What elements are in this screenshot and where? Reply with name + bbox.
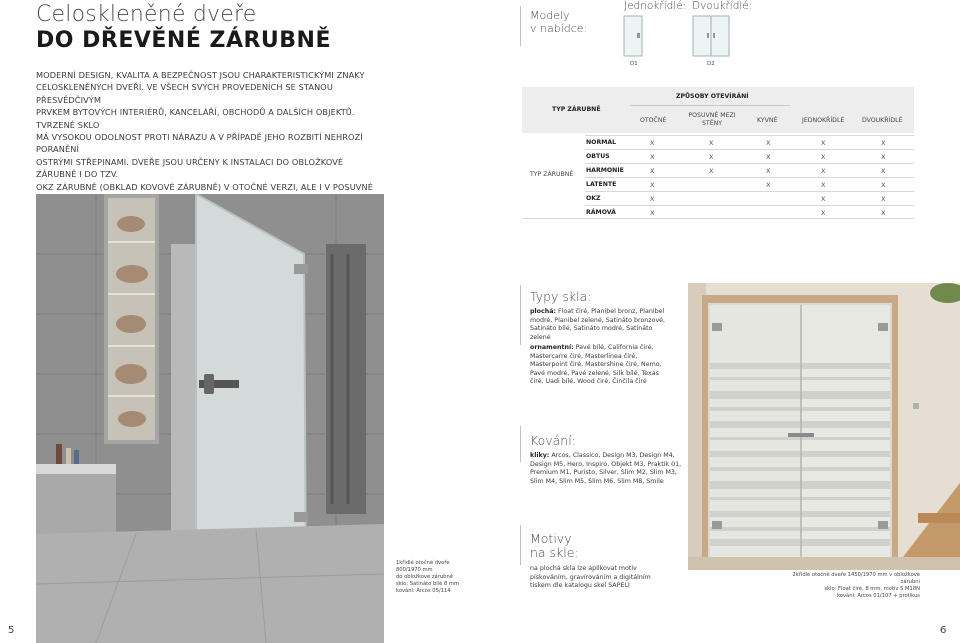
intro-line: PRVKEM BYTOVÝCH INTERIÉRŮ, KANCELÁŘÍ, OBCHODŮ A DALŠÍCH OBJEKTŮ. TVRZENÉ SKLO: [36, 107, 355, 130]
caption-line: do obložkové zárubně: [396, 574, 453, 580]
models-heading-line2: v nabídce:: [530, 22, 588, 35]
row-divider: [585, 205, 914, 206]
row-cell: X: [650, 139, 655, 147]
text-line: Pavé modré, Pavé zelené, Silk bílé, Texas: [530, 369, 659, 377]
model-single-label: Jednokřídlé:: [624, 0, 687, 12]
page-title-line2: DO DŘEVĚNÉ ZÁRUBNĚ: [36, 28, 331, 53]
page-number-left: 5: [8, 625, 15, 636]
row-cell: X: [709, 167, 714, 175]
col-header-single: JEDNOKŘÍDLÉ: [802, 117, 845, 124]
row-cell: X: [766, 181, 771, 189]
glass-plain-label: plochá:: [530, 308, 556, 315]
glass-ornament-text: [530, 344, 690, 387]
row-name-normal: NORMAL: [586, 139, 617, 146]
caption-line: sklo: Float čiré, 8 mm, motiv S M18N: [824, 586, 920, 592]
glass-heading: Typy skla:: [530, 289, 592, 304]
row-name-latente: LATENTE: [586, 181, 617, 188]
row-cell: X: [766, 153, 771, 161]
model-double-label: Dvoukřídlé:: [692, 0, 753, 12]
hardware-label: kliky:: [530, 452, 550, 459]
row-cell: X: [821, 195, 826, 203]
row-cell: X: [881, 209, 886, 217]
row-name-harmonie: HARMONIE: [586, 167, 624, 174]
text-line: Satináto bílé, Satináto modré, Satináto: [530, 325, 653, 333]
row-divider: [585, 149, 914, 150]
row-cell: X: [709, 139, 714, 147]
row-cell: X: [650, 167, 655, 175]
text-line: tiskem dle katalogu skel SAPELI: [530, 582, 630, 590]
caption-line: 2křídlé otočné dveře 1450/1970 mm v obložkové zárubni: [792, 572, 920, 585]
row-cell: X: [650, 209, 655, 217]
caption-line: 1křídlé otočné dveře: [396, 560, 450, 566]
models-heading-line1: Modely: [530, 9, 570, 22]
text-line: Slim M4, Slim M5, Slim M6, Slim M8, Smile: [530, 477, 664, 485]
text-line: Pavé bílé, California čiré,: [575, 344, 654, 351]
row-divider: [585, 135, 914, 136]
row-cell: X: [821, 209, 826, 217]
row-cell: X: [766, 139, 771, 147]
row-divider: [585, 163, 914, 164]
text-line: Arcos, Classico, Design M3, Design M4,: [551, 452, 675, 459]
col-header-sliding: POSUVNÉ MEZI STĚNY: [688, 112, 736, 127]
row-name-ramova: RÁMOVÁ: [586, 209, 616, 216]
row-divider: [585, 191, 914, 192]
text-line: zelené: [530, 333, 551, 341]
row-cell: X: [821, 181, 826, 189]
row-cell: X: [766, 167, 771, 175]
row-name-okz: OKZ: [586, 195, 601, 202]
text-line: Premium M1, Puristo, Silver, Slim M2, Slim M3,: [530, 469, 677, 477]
intro-line: MÁ VYSOKOU ODOLNOST PROTI NÁRAZU A V PŘÍPADĚ JEHO ROZBITÍ NEHROZÍ PORANĚNÍ: [36, 132, 363, 155]
row-cell: X: [881, 167, 886, 175]
right-photo-caption: [780, 572, 920, 600]
intro-line: OKZ ZÁRUBNĚ (OBKLAD KOVOVÉ ZÁRUBNĚ) V OTOČNÉ VERZI, ALE I V POSUVNÉ: [36, 181, 374, 192]
page-number-right: 6: [940, 625, 947, 636]
caption-line: kování: Arcos 05/114: [396, 588, 451, 594]
caption-line: 800/1970 mm: [396, 567, 433, 573]
motifs-divider: [520, 525, 521, 565]
model-double-code: D2: [707, 61, 715, 67]
motifs-heading-line1: Motivy: [530, 531, 572, 546]
text-line: modré, Planibel zelené, Satináto bronzové,: [530, 316, 666, 324]
text-line: Mastercarre čiré, Masterlinea čiré,: [530, 352, 638, 360]
caption-line: sklo: Satináto bílé 8 mm: [396, 581, 460, 587]
row-name-obtus: OBTUS: [586, 153, 610, 160]
table-group-header: ZPŮSOBY OTEVÍRÁNÍ: [676, 93, 749, 100]
model-single-code: D1: [630, 61, 638, 67]
intro-line: OSTRÝMI STŘEPINAMI. DVEŘE JSOU URČENY K INSTALACI DO OBLOŽKOVÉ ZÁRUBNĚ I DO TZV.: [36, 156, 344, 180]
left-photo-caption: [396, 560, 476, 595]
row-group-label: TYP ZÁRUBNĚ: [530, 171, 574, 178]
text-line: čiré, Uadi bílé, Wood čiré, Činčila čiré: [530, 378, 647, 386]
glass-divider: [520, 285, 521, 345]
glass-plain-text: [530, 308, 690, 342]
col-header-double: DVOUKŘÍDLÉ: [862, 117, 903, 124]
table-header-frame-type: TYP ZÁRUBNĚ: [552, 106, 601, 113]
col-header-swing: KYVNÉ: [757, 117, 778, 124]
row-cell: X: [821, 153, 826, 161]
glass-ornament-label: ornamentní:: [530, 344, 574, 351]
text-line: Float čiré, Planibel bronz, Planibel: [558, 308, 665, 315]
hardware-heading: Kování:: [530, 433, 576, 448]
intro-line: CELOSKLENĚNÝCH DVEŘÍ. VE VŠECH SVÝCH PROVEDENÍCH SE STANOU PŘESVĚDČIVÝM: [36, 82, 333, 105]
row-cell: X: [881, 195, 886, 203]
row-divider: [522, 218, 914, 219]
hardware-divider: [520, 426, 521, 462]
text-line: Design M5, Hero, Inspiro, Objekt M3, Praktik 01,: [530, 460, 682, 468]
text-line: pískováním, gravírováním a digitálním: [530, 573, 651, 581]
text-line: na plochá skla lze aplikovat motiv: [530, 565, 637, 572]
row-cell: X: [881, 181, 886, 189]
row-cell: X: [881, 139, 886, 147]
hardware-text: [530, 452, 695, 486]
page-title-line1: Celoskleněné dveře: [36, 2, 257, 27]
col-header-rotary: OTOČNÉ: [640, 117, 667, 124]
bathroom-door-photo: [36, 194, 384, 643]
row-cell: X: [821, 167, 826, 175]
caption-line: kování: Arcos 01/107 + protikus: [836, 593, 920, 599]
double-door-photo: [688, 283, 960, 570]
row-divider: [585, 177, 914, 178]
row-cell: X: [650, 153, 655, 161]
motifs-text: [530, 565, 690, 591]
intro-line: MODERNÍ DESIGN, KVALITA A BEZPEČNOST JSOU CHARAKTERISTICKÝMI ZNAKY: [36, 70, 365, 80]
text-line: Masterpoint čiré, Mastershine čiré, Nemo,: [530, 361, 662, 369]
models-divider: [520, 6, 521, 46]
row-cell: X: [650, 181, 655, 189]
single-door-icon: [623, 15, 643, 61]
row-cell: X: [709, 153, 714, 161]
row-cell: X: [821, 139, 826, 147]
row-cell: X: [650, 195, 655, 203]
row-cell: X: [881, 153, 886, 161]
motifs-heading-line2: na skle:: [530, 545, 579, 560]
double-door-icon: [692, 15, 730, 61]
group-underline: [630, 105, 790, 106]
